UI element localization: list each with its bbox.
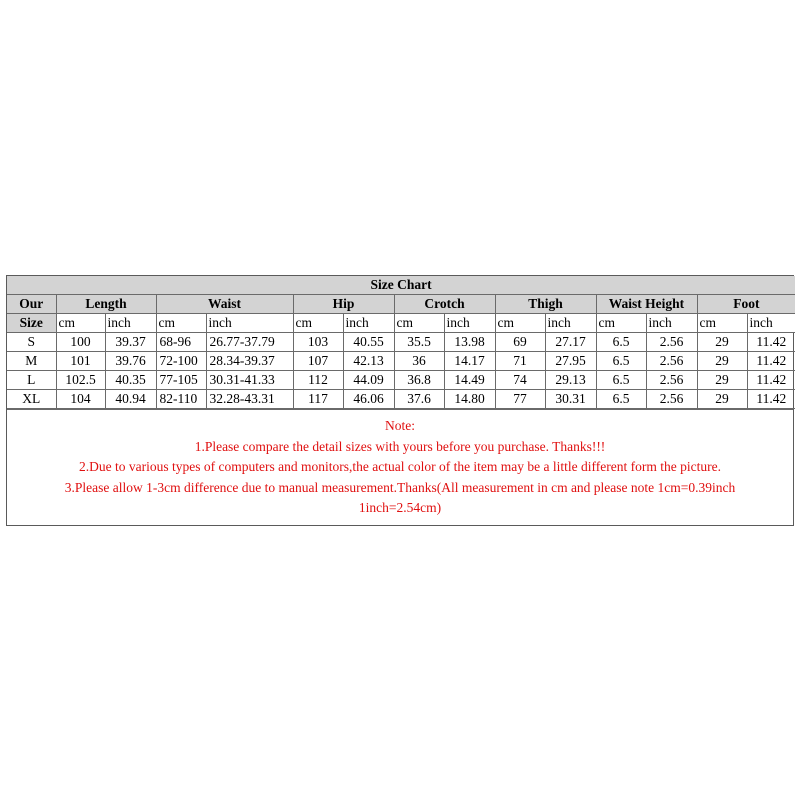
- table-cell: 39.37: [105, 333, 156, 352]
- size-label: XL: [7, 390, 56, 409]
- table-cell: 2.56: [646, 390, 697, 409]
- table-row: [7, 352, 795, 371]
- table-cell: 2.56: [646, 352, 697, 371]
- table-cell: 14.80: [444, 390, 495, 409]
- unit-header: inch: [545, 314, 596, 333]
- unit-header: cm: [156, 314, 206, 333]
- table-cell: 102.5: [56, 371, 105, 390]
- table-cell: 29: [697, 371, 747, 390]
- table-cell: 117: [293, 390, 343, 409]
- note-line-2: 2.Due to various types of computers and monitors,the actual color of the item may be a little different form the picture.: [79, 459, 721, 474]
- table-row: [7, 390, 795, 409]
- size-table: [7, 276, 795, 409]
- unit-header: cm: [56, 314, 105, 333]
- notes-heading: Note:: [385, 418, 415, 433]
- table-cell: 37.6: [394, 390, 444, 409]
- unit-header: cm: [394, 314, 444, 333]
- table-cell: 77: [495, 390, 545, 409]
- unit-header: inch: [206, 314, 293, 333]
- note-line-3: 3.Please allow 1-3cm difference due to manual measurement.Thanks(All measurement in cm and please note 1cm=0.39inch: [64, 479, 736, 495]
- table-cell: 29.13: [545, 371, 596, 390]
- table-cell: 6.5: [596, 371, 646, 390]
- unit-header: inch: [444, 314, 495, 333]
- unit-header: inch: [105, 314, 156, 333]
- table-cell: 30.31: [545, 390, 596, 409]
- size-label: M: [7, 352, 56, 371]
- table-cell: 11.42: [747, 333, 795, 352]
- table-cell: 40.94: [105, 390, 156, 409]
- table-cell: 29: [697, 333, 747, 352]
- group-header: Length: [56, 295, 156, 314]
- unit-header: inch: [646, 314, 697, 333]
- table-cell: 11.42: [747, 352, 795, 371]
- group-header: Waist Height: [596, 295, 697, 314]
- unit-header: cm: [495, 314, 545, 333]
- table-cell: 42.13: [343, 352, 394, 371]
- table-cell: 6.5: [596, 390, 646, 409]
- size-label: L: [7, 371, 56, 390]
- table-cell: 107: [293, 352, 343, 371]
- table-cell: 27.17: [545, 333, 596, 352]
- table-cell: 103: [293, 333, 343, 352]
- table-cell: 46.06: [343, 390, 394, 409]
- notes-section: [7, 409, 793, 525]
- size-column-header-top: Our: [7, 295, 56, 314]
- table-cell: 29: [697, 390, 747, 409]
- unit-header: cm: [293, 314, 343, 333]
- table-cell: 40.35: [105, 371, 156, 390]
- table-cell: 35.5: [394, 333, 444, 352]
- table-cell: 44.09: [343, 371, 394, 390]
- table-cell: 36: [394, 352, 444, 371]
- table-cell: 29: [697, 352, 747, 371]
- unit-header: cm: [596, 314, 646, 333]
- table-cell: 68-96: [156, 333, 206, 352]
- table-cell: 30.31-41.33: [206, 371, 293, 390]
- table-cell: 69: [495, 333, 545, 352]
- unit-header: inch: [343, 314, 394, 333]
- table-cell: 32.28-43.31: [206, 390, 293, 409]
- group-header: Crotch: [394, 295, 495, 314]
- group-header: Hip: [293, 295, 394, 314]
- size-label: S: [7, 333, 56, 352]
- table-cell: 13.98: [444, 333, 495, 352]
- table-cell: 2.56: [646, 371, 697, 390]
- table-cell: 71: [495, 352, 545, 371]
- table-cell: 40.55: [343, 333, 394, 352]
- table-cell: 26.77-37.79: [206, 333, 293, 352]
- size-column-header-bottom: Size: [7, 314, 56, 333]
- table-cell: 74: [495, 371, 545, 390]
- table-cell: 101: [56, 352, 105, 371]
- table-cell: 100: [56, 333, 105, 352]
- group-header: Waist: [156, 295, 293, 314]
- table-row: [7, 333, 795, 352]
- table-cell: 6.5: [596, 333, 646, 352]
- chart-title: Size Chart: [7, 276, 795, 295]
- table-cell: 11.42: [747, 390, 795, 409]
- table-row: [7, 371, 795, 390]
- table-cell: 6.5: [596, 352, 646, 371]
- table-cell: 77-105: [156, 371, 206, 390]
- table-cell: 28.34-39.37: [206, 352, 293, 371]
- table-cell: 14.49: [444, 371, 495, 390]
- table-cell: 14.17: [444, 352, 495, 371]
- table-cell: 2.56: [646, 333, 697, 352]
- size-chart: [6, 275, 794, 526]
- table-cell: 36.8: [394, 371, 444, 390]
- table-cell: 112: [293, 371, 343, 390]
- group-header: Foot: [697, 295, 795, 314]
- table-cell: 27.95: [545, 352, 596, 371]
- table-cell: 39.76: [105, 352, 156, 371]
- note-line-4: 1inch=2.54cm): [358, 500, 442, 515]
- note-line-1: 1.Please compare the detail sizes with yours before you purchase. Thanks!!!: [194, 438, 606, 454]
- table-cell: 11.42: [747, 371, 795, 390]
- table-cell: 72-100: [156, 352, 206, 371]
- table-cell: 82-110: [156, 390, 206, 409]
- table-cell: 104: [56, 390, 105, 409]
- group-header: Thigh: [495, 295, 596, 314]
- unit-header: cm: [697, 314, 747, 333]
- unit-header: inch: [747, 314, 795, 333]
